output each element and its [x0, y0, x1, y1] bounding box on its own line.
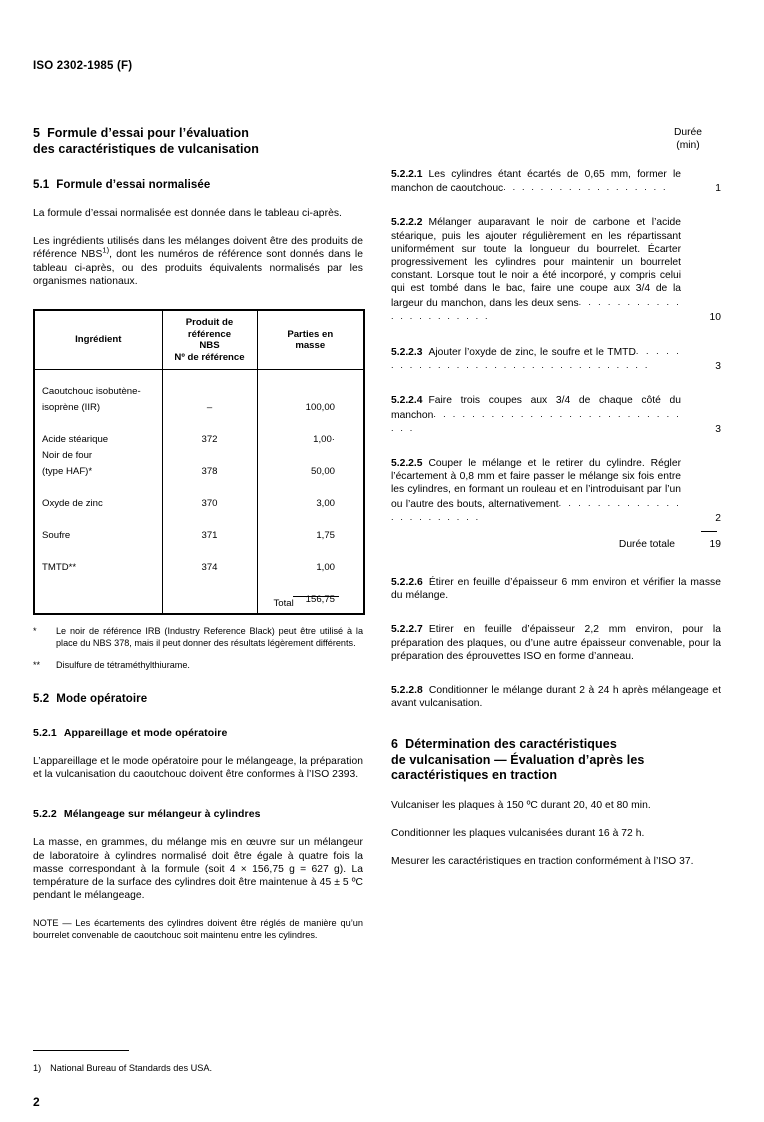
- duration-total-row: [391, 539, 721, 555]
- step-duration: 3: [715, 361, 721, 373]
- left-column: [33, 126, 363, 941]
- cell-mass: 3,00: [257, 498, 364, 514]
- reference-header-line2: référence: [187, 328, 232, 340]
- duration-total-value: 19: [709, 539, 721, 551]
- cell-reference: 378: [162, 466, 257, 482]
- cell-mass: 1,00·: [257, 434, 364, 450]
- formula-table: [33, 309, 365, 615]
- section-6-paragraph-3: Mesurer les caractéristiques en traction conformément à l’ISO 37.: [391, 856, 694, 868]
- section-5-title-line2: des caractéristiques de vulcanisation: [33, 141, 260, 156]
- section-5-2-number: 5.2: [33, 693, 50, 706]
- total-underline: [701, 531, 717, 532]
- step-5-2-2-2: [391, 216, 721, 324]
- cell-total: [257, 594, 364, 614]
- table-spacer-row: [34, 578, 364, 594]
- step-number: 5.2.2.7: [391, 624, 423, 636]
- step-text: Couper le mélange et le retirer du cylindre. Régler l’écartement à 0,8 mm et faire passer le mélange six fois entre les cylindres, en formant un rouleau et en l’introduisant par l’un ou l’autre des bouts, alternativement: [391, 458, 681, 510]
- cell-mass: 1,75: [257, 530, 364, 546]
- step-number: 5.2.2.8: [391, 685, 423, 697]
- dot-leaders: . . . . . . . . . . . . . . . . . . . . . . .: [391, 497, 682, 522]
- section-6-number: 6: [391, 737, 399, 752]
- step-text: Étirer en feuille d’épaisseur 6 mm environ et vérifier la masse du mélange.: [391, 577, 721, 602]
- cell-ingredient: Acide stéarique: [34, 434, 162, 450]
- step-text: Etirer en feuille d’épaisseur 2,2 mm environ, pour la préparation des plaques, ou d’une autre épaisseur convenable, pour la préparation des éprouvettes ISO en forme d’anneau.: [391, 624, 721, 662]
- table-spacer-row: [34, 546, 364, 562]
- step-5-2-2-8: [391, 684, 721, 710]
- page-footnote: [33, 1062, 212, 1074]
- page-number: 2: [33, 1095, 40, 1109]
- step-number: 5.2.2.4: [391, 395, 423, 407]
- page-footnote-mark: 1): [33, 1063, 42, 1073]
- table-footnote-1: [33, 625, 363, 649]
- step-number: 5.2.2.2: [391, 217, 423, 229]
- section-5-2-2-paragraph: La masse, en grammes, du mélange mis en œuvre sur un mélangeur de laboratoire à cylindres normalisé doit être égale à quatre fois la masse correspondant à la formule (soit 4 × 156,75 g = 627 g). La température de la surface des cylindres doit être maintenue à 45 ± 5 ºC pendant le mélangeage.: [33, 837, 363, 902]
- step-5-2-2-4: [391, 394, 721, 436]
- table-footnote-2-text: Disulfure de tétraméthylthiurame.: [56, 660, 190, 671]
- total-underline: [293, 596, 339, 597]
- cell-mass: 100,00: [257, 402, 364, 418]
- section-5-1-heading: [33, 178, 363, 192]
- total-label: Total: [273, 598, 294, 610]
- section-5-1-title: Formule d’essai normalisée: [56, 179, 211, 191]
- para2-text-after-ref: , dont les numéros de référence sont donnés dans le tableau ci-après, ou des produits équivalents normalisés par les organismes nationaux.: [33, 249, 363, 287]
- reference-header-line4: Nº de référence: [174, 351, 245, 363]
- document-header-id: ISO 2302-1985 (F): [33, 60, 133, 72]
- table-spacer-row: [34, 418, 364, 434]
- table-spacer-row: [34, 370, 364, 387]
- cell-mass: 50,00: [257, 466, 364, 482]
- step-text: Conditionner le mélange durant 2 à 24 h après mélangeage et avant vulcanisation.: [391, 685, 721, 710]
- step-number: 5.2.2.6: [391, 577, 423, 589]
- section-5-number: 5: [33, 126, 41, 140]
- section-6-paragraph-2: Conditionner les plaques vulcanisées durant 16 à 72 h.: [391, 828, 645, 840]
- step-5-2-2-6: [391, 576, 721, 602]
- table-row: [34, 402, 364, 418]
- section-6-title-line1: Détermination des caractéristiques: [405, 737, 617, 752]
- total-value: 156,75: [305, 594, 335, 606]
- formula-table-body: [34, 370, 364, 615]
- table-spacer-row: [34, 482, 364, 498]
- footnote-reference-1: 1): [102, 245, 110, 255]
- table-row: [34, 466, 364, 482]
- table-footnote-1-mark: *: [33, 626, 37, 637]
- table-row: [34, 562, 364, 578]
- step-text: Les cylindres étant écartés de 0,65 mm, former le manchon de caoutchouc: [391, 169, 681, 195]
- cell-reference: –: [162, 402, 257, 418]
- duration-header-line1: Durée: [673, 127, 703, 138]
- table-footnote-2-mark: **: [33, 660, 41, 671]
- cell-ingredient: Oxyde de zinc: [34, 498, 162, 514]
- step-text: Ajouter l’oxyde de zinc, le soufre et le TMTD: [428, 347, 636, 359]
- dot-leaders: . . . . . . . . . . . . . . . . . . . . . . . . . . . . . . . . .: [391, 346, 681, 371]
- step-number: 5.2.2.3: [391, 347, 423, 359]
- cell-ingredient: Caoutchouc isobutène-: [34, 386, 162, 402]
- table-header-row: [34, 310, 364, 370]
- table-spacer-row: [34, 514, 364, 530]
- cell-reference: 374: [162, 562, 257, 578]
- section-6-title-line2: de vulcanisation — Évaluation d’après les: [391, 752, 645, 767]
- mass-header-line2: masse: [295, 340, 326, 352]
- table-row: [34, 386, 364, 402]
- dot-leaders: . . . . . . . . . . . . . . . . . . . . . .: [391, 296, 681, 321]
- cell-reference: 370: [162, 498, 257, 514]
- reference-header-line1: Produit de: [185, 317, 234, 329]
- step-duration: 3: [715, 423, 721, 435]
- column-header-mass: [257, 310, 364, 370]
- section-5-2-1-title: Appareillage et mode opératoire: [63, 727, 228, 740]
- column-header-reference: [162, 310, 257, 370]
- step-5-2-2-1: [391, 168, 721, 195]
- cell-mass: 1,00: [257, 562, 364, 578]
- step-5-2-2-3: [391, 345, 721, 373]
- dot-leaders: . . . . . . . . . . . . . . . . . . . . . . . . . . . . .: [391, 408, 681, 433]
- formula-table-head: [34, 310, 364, 370]
- cell-ingredient: Soufre: [34, 530, 162, 546]
- step-text: Faire trois coupes aux 3/4 de chaque côté du manchon: [391, 395, 681, 421]
- section-5-2-1-paragraph: L’appareillage et le mode opératoire pour le mélangeage, la préparation et la vulcanisation du caoutchouc doivent être conformes à l’ISO 2393.: [33, 756, 363, 781]
- table-footnote-1-text: Le noir de référence IRB (Industry Reference Black) peut être utilisé à la place du NBS 378, mais il peut donner des résultats légèrement différents.: [56, 626, 363, 649]
- para2-text-before-ref: Les ingrédients utilisés dans les mélanges doivent être des produits de référence NBS: [33, 236, 363, 261]
- cell-ingredient-cont: (type HAF)*: [34, 466, 162, 482]
- duration-total-label: Durée totale: [618, 539, 675, 551]
- section-5-2-heading: [33, 692, 363, 706]
- cell-ingredient-cont: isoprène (IIR): [34, 402, 162, 418]
- cell-reference: 372: [162, 434, 257, 450]
- step-number: 5.2.2.5: [391, 458, 423, 470]
- duration-header-line2: (min): [676, 140, 700, 152]
- section-5-2-1-number: 5.2.1: [33, 727, 57, 740]
- table-row: [34, 450, 364, 466]
- section-5-2-2-number: 5.2.2: [33, 808, 57, 821]
- right-column: [391, 126, 721, 869]
- section-5-1-number: 5.1: [33, 179, 50, 191]
- step-number: 5.2.2.1: [391, 169, 423, 180]
- section-5-1-paragraph-1: La formule d’essai normalisée est donnée dans le tableau ci-après.: [33, 208, 342, 219]
- column-header-ingredient: Ingrédient: [34, 310, 162, 370]
- section-5-1-paragraph-2: [33, 235, 363, 288]
- duration-column-header: [391, 126, 721, 158]
- table-footnote-2: [33, 659, 363, 671]
- section-5-2-2-note: NOTE — Les écartements des cylindres doivent être réglés de manière qu’un bourrelet convenable de caoutchouc soit maintenu entre les cylindres.: [33, 918, 363, 941]
- footnote-separator-rule: [33, 1050, 129, 1051]
- page-footnote-text: National Bureau of Standards des USA.: [50, 1063, 213, 1073]
- table-row: [34, 434, 364, 450]
- cell-reference: 371: [162, 530, 257, 546]
- step-5-2-2-5: [391, 457, 721, 525]
- reference-header-line3: NBS: [199, 340, 220, 352]
- step-duration: 2: [715, 512, 721, 524]
- section-6-heading: [391, 737, 721, 784]
- section-5-title-line1: Formule d’essai pour l’évaluation: [47, 126, 250, 140]
- section-5-2-2-title: Mélangeage sur mélangeur à cylindres: [63, 808, 261, 821]
- cell-ingredient: TMTD**: [34, 562, 162, 578]
- table-row: [34, 498, 364, 514]
- section-6-paragraph-1: Vulcaniser les plaques à 150 ºC durant 20, 40 et 80 min.: [391, 799, 651, 811]
- step-text: Mélanger auparavant le noir de carbone et l’acide stéarique, puis les ajouter régulièrement en les répartissant uniformément sur toute la longueur du bourrelet. Écarter progressivement les cylindres pour maintenir un bourrelet constant. Lorsque tout le noir a été incorporé, y compris celui qui est tombé dans le bac, faire une coupe aux 3/4 de la largeur du manchon, dans les deux sens: [391, 217, 681, 309]
- table-row: [34, 530, 364, 546]
- table-total-row: [34, 594, 364, 614]
- section-5-heading: [33, 126, 363, 157]
- section-5-2-2-heading: [33, 808, 363, 821]
- cell-ingredient: Noir de four: [34, 450, 162, 466]
- step-5-2-2-7: [391, 623, 721, 663]
- dot-leaders: . . . . . . . . . . . . . . . . . .: [503, 182, 668, 193]
- step-duration: 1: [715, 183, 721, 195]
- mass-header-line1: Parties en: [287, 328, 334, 340]
- section-5-2-1-heading: [33, 727, 363, 740]
- step-duration: 10: [709, 311, 721, 323]
- section-6-title-line3: caractéristiques en traction: [391, 768, 558, 783]
- section-5-2-title: Mode opératoire: [56, 693, 148, 706]
